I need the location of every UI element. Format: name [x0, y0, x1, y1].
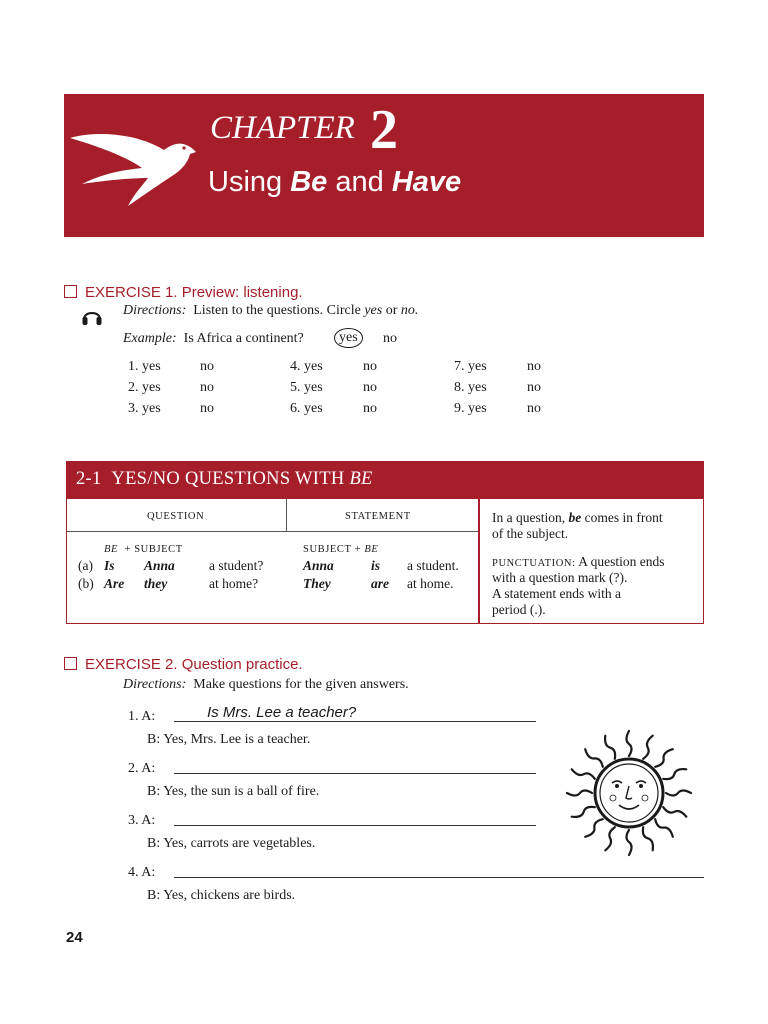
grammar-box-column-divider — [286, 499, 287, 531]
ex1-item-5: 5. yes — [290, 380, 323, 395]
ex2-item-1-answer-line[interactable] — [174, 721, 536, 722]
row-b-s-verb: are — [371, 576, 389, 591]
title-word-using: Using — [208, 166, 283, 198]
note-punctuation-3: A statement ends with a — [492, 586, 621, 601]
checkbox-icon — [64, 657, 77, 670]
sun-ray — [663, 769, 686, 779]
ex1-item-6: 6. yes — [290, 401, 323, 416]
checkbox-icon — [64, 285, 77, 298]
chapter-number: 2 — [370, 99, 398, 161]
ex2-item-1-b: B: Yes, Mrs. Lee is a teacher. — [147, 732, 311, 747]
ex1-item-5-no: no — [363, 380, 377, 395]
chapter-label: CHAPTER — [210, 110, 355, 146]
ex1-item-2-no: no — [200, 380, 214, 395]
row-a-verb: Is — [104, 558, 115, 573]
ex1-item-3: 3. yes — [128, 401, 161, 416]
example-circled-yes: yes — [334, 328, 363, 348]
sun-ray — [643, 827, 653, 850]
title-word-have: Have — [391, 166, 462, 198]
ex1-item-8-no: no — [527, 380, 541, 395]
ex1-item-7: 7. yes — [454, 359, 487, 374]
ex1-item-3-no: no — [200, 401, 214, 416]
note-punctuation-4: period (.). — [492, 602, 546, 617]
ex1-item-6-no: no — [363, 401, 377, 416]
sun-ray — [666, 791, 691, 796]
ex2-item-1-a: 1. A: — [128, 709, 156, 724]
sun-ray — [572, 769, 595, 779]
example-no: no — [383, 331, 397, 346]
note-punctuation: PUNCTUATION: A question ends — [492, 554, 665, 569]
ex2-item-2-answer-line[interactable] — [174, 773, 536, 774]
column-header-question: QUESTION — [147, 511, 205, 522]
sun-ray — [643, 736, 653, 759]
ex2-item-3-answer-line[interactable] — [174, 825, 536, 826]
page-number: 24 — [66, 929, 83, 946]
ex2-item-4-answer-line[interactable] — [174, 877, 704, 878]
sun-ray — [663, 807, 686, 817]
ex2-item-2-b: B: Yes, the sun is a ball of fire. — [147, 784, 320, 799]
sun-ray — [585, 749, 603, 767]
chapter-title — [208, 166, 461, 199]
sun-ray — [655, 819, 673, 837]
title-word-be: Be — [290, 166, 328, 198]
row-b-subject: they — [144, 576, 168, 591]
row-a-label: (a) — [78, 558, 93, 573]
sun-ray — [627, 731, 632, 756]
note-be-position-2: of the subject. — [492, 526, 569, 541]
sun-ray — [605, 736, 615, 759]
row-a-s-rest: a student. — [407, 558, 459, 573]
ex1-item-1-no: no — [200, 359, 214, 374]
row-b-rest: at home? — [209, 576, 259, 591]
headphones-icon — [81, 306, 103, 326]
sun-ray — [567, 791, 592, 796]
sun-face-icon — [562, 728, 696, 858]
ex1-item-1: 1. yes — [128, 359, 161, 374]
row-a-subject: Anna — [144, 558, 175, 573]
column-header-statement: STATEMENT — [345, 511, 411, 522]
row-b-s-subject: They — [303, 576, 331, 591]
sun-ray — [627, 830, 632, 855]
sun-ray — [585, 819, 603, 837]
grammar-box-divider — [478, 499, 480, 624]
ex2-item-4-a: 4. A: — [128, 865, 156, 880]
grammar-box-title: 2-1 YES/NO QUESTIONS WITH BE — [76, 469, 373, 489]
swallow-icon — [68, 128, 208, 208]
exercise2-directions: Directions: Make questions for the given answers. — [123, 677, 409, 692]
ex1-item-7-no: no — [527, 359, 541, 374]
ex2-item-4-b: B: Yes, chickens are birds. — [147, 888, 296, 903]
ex1-item-9: 9. yes — [454, 401, 487, 416]
grammar-box-header-rule — [67, 531, 478, 532]
row-a-rest: a student? — [209, 558, 264, 573]
row-a-s-subject: Anna — [303, 558, 334, 573]
exercise1-directions: Directions: Listen to the questions. Circle yes or no. — [123, 303, 419, 318]
sun-ray — [605, 827, 615, 850]
row-b-s-rest: at home. — [407, 576, 454, 591]
exercise1-title: EXERCISE 1. Preview: listening. — [64, 284, 303, 301]
note-punctuation-2: with a question mark (?). — [492, 570, 628, 585]
ex2-item-2-a: 2. A: — [128, 761, 156, 776]
row-b-label: (b) — [78, 576, 94, 591]
ex1-item-4: 4. yes — [290, 359, 323, 374]
statement-pattern: SUBJECT + BE — [303, 544, 379, 555]
sun-ray — [655, 749, 673, 767]
exercise1-example: Example: Is Africa a continent? — [123, 331, 304, 346]
ex1-item-2: 2. yes — [128, 380, 161, 395]
note-be-position: In a question, be comes in front — [492, 510, 663, 525]
row-b-verb: Are — [104, 576, 125, 591]
ex2-item-3-a: 3. A: — [128, 813, 156, 828]
ex1-item-4-no: no — [363, 359, 377, 374]
exercise2-title: EXERCISE 2. Question practice. — [64, 656, 303, 673]
sun-ray — [572, 807, 595, 817]
question-pattern: BE + SUBJECT — [104, 544, 183, 555]
ex1-item-8: 8. yes — [454, 380, 487, 395]
ex2-item-1-answer: Is Mrs. Lee a teacher? — [207, 704, 357, 721]
title-word-and: and — [335, 166, 384, 198]
ex1-item-9-no: no — [527, 401, 541, 416]
ex2-item-3-b: B: Yes, carrots are vegetables. — [147, 836, 316, 851]
row-a-s-verb: is — [371, 558, 381, 573]
